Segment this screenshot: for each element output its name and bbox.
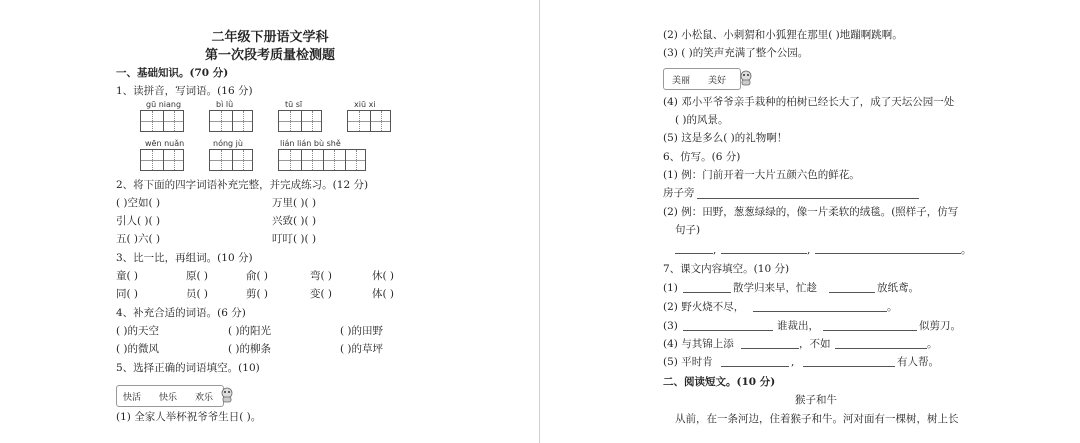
- phrase-blank: ( )的草坪: [340, 343, 384, 355]
- question-7: 7、课文内容填空。(10 分): [663, 263, 790, 275]
- idiom-blank: ( )空如( ): [116, 197, 161, 209]
- compare-word: 童( ): [116, 270, 139, 282]
- pinyin-label: gū niang: [146, 100, 182, 109]
- compare-word: 剪( ): [246, 288, 269, 300]
- q6-example-1: (1) 例：门前开着一大片五颜六色的鲜花。: [663, 169, 860, 181]
- q7-1-label: (1): [663, 282, 678, 294]
- word-bank-item: 快活: [123, 393, 142, 403]
- phrase-blank: ( )的柳条: [228, 343, 272, 355]
- question-6: 6、仿写。(6 分): [663, 151, 741, 163]
- writing-grid[interactable]: [278, 110, 322, 132]
- phrase-blank: ( )的田野: [340, 325, 384, 337]
- q7-3-label: (3): [663, 320, 678, 332]
- compare-word: 变( ): [310, 288, 333, 300]
- reading-paragraph: 从前，在一条河边，住着猴子和牛。河对面有一棵树，树上长: [675, 413, 959, 425]
- pinyin-label: xiū xi: [354, 100, 376, 109]
- answer-line[interactable]: [683, 330, 773, 331]
- writing-grid[interactable]: [278, 149, 366, 171]
- word-bank: [116, 385, 224, 407]
- idiom-blank: 万里( )( ): [272, 197, 317, 209]
- writing-grid[interactable]: [140, 110, 184, 132]
- q7-3-text: 谁裁出，: [777, 320, 819, 332]
- word-bank-item: 美好: [708, 76, 727, 86]
- question-4: 4、补充合适的词语。(6 分): [116, 307, 246, 319]
- answer-line[interactable]: [829, 292, 875, 293]
- pinyin-label: wēn nuǎn: [145, 139, 185, 148]
- answer-line[interactable]: [721, 366, 789, 367]
- word-bank: [663, 68, 741, 90]
- answer-line[interactable]: [741, 348, 799, 349]
- writing-grid[interactable]: [209, 149, 253, 171]
- phrase-blank: ( )的微风: [116, 343, 160, 355]
- mascot-icon: [220, 387, 234, 403]
- answer-line[interactable]: [683, 292, 731, 293]
- phrase-blank: ( )的阳光: [228, 325, 272, 337]
- writing-grid[interactable]: [209, 110, 253, 132]
- idiom-blank: 兴致( )( ): [272, 215, 317, 227]
- q6-example-2-cont: 句子): [675, 224, 701, 236]
- writing-grid[interactable]: [347, 110, 391, 132]
- question-3: 3、比一比，再组词。(10 分): [116, 252, 253, 264]
- exam-title-line1: 二年级下册语文学科: [211, 30, 329, 45]
- writing-grid[interactable]: [140, 149, 184, 171]
- answer-line[interactable]: [835, 348, 927, 349]
- pinyin-label: nóng jù: [213, 139, 243, 148]
- q6-example-2: (2) 例：田野，葱葱绿绿的，像一片柔软的绒毯。(照样子，仿写: [663, 206, 959, 218]
- word-bank-item: 欢乐: [195, 393, 214, 403]
- q5-item-3: (3) ( )的笑声充满了整个公园。: [663, 47, 809, 59]
- idiom-blank: 叮叮( )( ): [272, 233, 317, 245]
- q6-answer-1-prefix: 房子旁: [663, 187, 695, 199]
- answer-line[interactable]: [697, 198, 919, 199]
- q5-item-4: (4) 邓小平爷爷亲手栽种的柏树已经长大了，成了天坛公园一处: [663, 96, 955, 108]
- pinyin-label: tū sī: [285, 100, 303, 109]
- compare-word: 同( ): [116, 288, 139, 300]
- q7-4-text-mid: ，不如: [799, 338, 831, 350]
- q7-2-text: (2) 野火烧不尽，: [663, 301, 745, 313]
- q5-item-1: (1) 全家人举杯祝爷爷生日( )。: [116, 411, 262, 423]
- q7-4-text: (4) 与其锦上添: [663, 338, 734, 350]
- q7-5-text: (5) 平时肯: [663, 356, 713, 368]
- pinyin-label: bì lǜ: [216, 100, 234, 109]
- word-bank-item: 快乐: [159, 393, 178, 403]
- section-2-heading: 二、阅读短文。(10 分): [663, 376, 776, 388]
- answer-line[interactable]: [815, 253, 961, 254]
- word-bank-item: 美丽: [672, 76, 691, 86]
- q5-item-5: (5) 这是多么( )的礼物啊！: [663, 132, 788, 144]
- exam-title-line2: 第一次段考质量检测题: [204, 48, 335, 63]
- q5-item-2: (2) 小松鼠、小刺猬和小狐狸在那里( )地蹦啊跳啊。: [663, 29, 903, 41]
- compare-word: 体( ): [372, 288, 395, 300]
- q7-1-text-end: 放纸鸢。: [877, 282, 919, 294]
- question-1: 1、读拼音，写词语。(16 分): [116, 85, 253, 97]
- compare-word: 俞( ): [246, 270, 269, 282]
- answer-line[interactable]: [721, 253, 807, 254]
- phrase-blank: ( )的天空: [116, 325, 160, 337]
- compare-word: 原( ): [186, 270, 209, 282]
- q7-1-text: 散学归来早，忙趁: [733, 282, 817, 294]
- idiom-blank: 五( )六( ): [116, 233, 161, 245]
- q5-item-4-cont: ( )的风景。: [675, 114, 729, 126]
- section-1-heading: 一、基础知识。(70 分): [116, 67, 229, 79]
- compare-word: 员( ): [186, 288, 209, 300]
- answer-line[interactable]: [753, 311, 887, 312]
- compare-word: 弯( ): [310, 270, 333, 282]
- answer-line[interactable]: [803, 366, 895, 367]
- right-page: (2) 小松鼠、小刺猬和小狐狸在那里( )地蹦啊跳啊。 (3) ( )的笑声充满了整个公园。 美丽 美好 (4) 邓小平爷爷亲手栽种的柏树已经长大了，成了天坛公园一处 ( )的风景。 (5) 这是多么( )的礼物啊！ 6、仿写。(6 分) (1) 例：门前开着一大片五颜六色的鲜花。 房子旁 (2) 例：田野，葱葱绿绿的，像一片柔软的绒毯。(照样子，仿写 句子) , , 。 7、课文内容填空。(10 分) (1) 散学归来早，忙趁 放纸鸢。 (2) 野火烧不尽， 。 (3) 谁裁出， 似剪刀。 (4) 与其锦上添 ，不如 。 (5) 平时肯 , 有人帮。 二、阅读短文。(10 分) 猴子和牛 从前，在一条河边，住着猴子和牛。河对面有一棵树，树上长: [541, 0, 1080, 443]
- answer-line[interactable]: [675, 253, 713, 254]
- compare-word: 休( ): [372, 270, 395, 282]
- answer-line[interactable]: [823, 330, 917, 331]
- mascot-icon: [739, 70, 753, 86]
- q7-5-text-end: 有人帮。: [897, 356, 939, 368]
- question-5: 5、选择正确的词语填空。(10): [116, 362, 260, 374]
- idiom-blank: 引人( )( ): [116, 215, 161, 227]
- pinyin-label: lián lián bù shě: [280, 139, 341, 148]
- question-2: 2、将下面的四字词语补充完整，并完成练习。(12 分): [116, 179, 369, 191]
- reading-title: 猴子和牛: [795, 394, 837, 406]
- q7-3-text-end: 似剪刀。: [919, 320, 961, 332]
